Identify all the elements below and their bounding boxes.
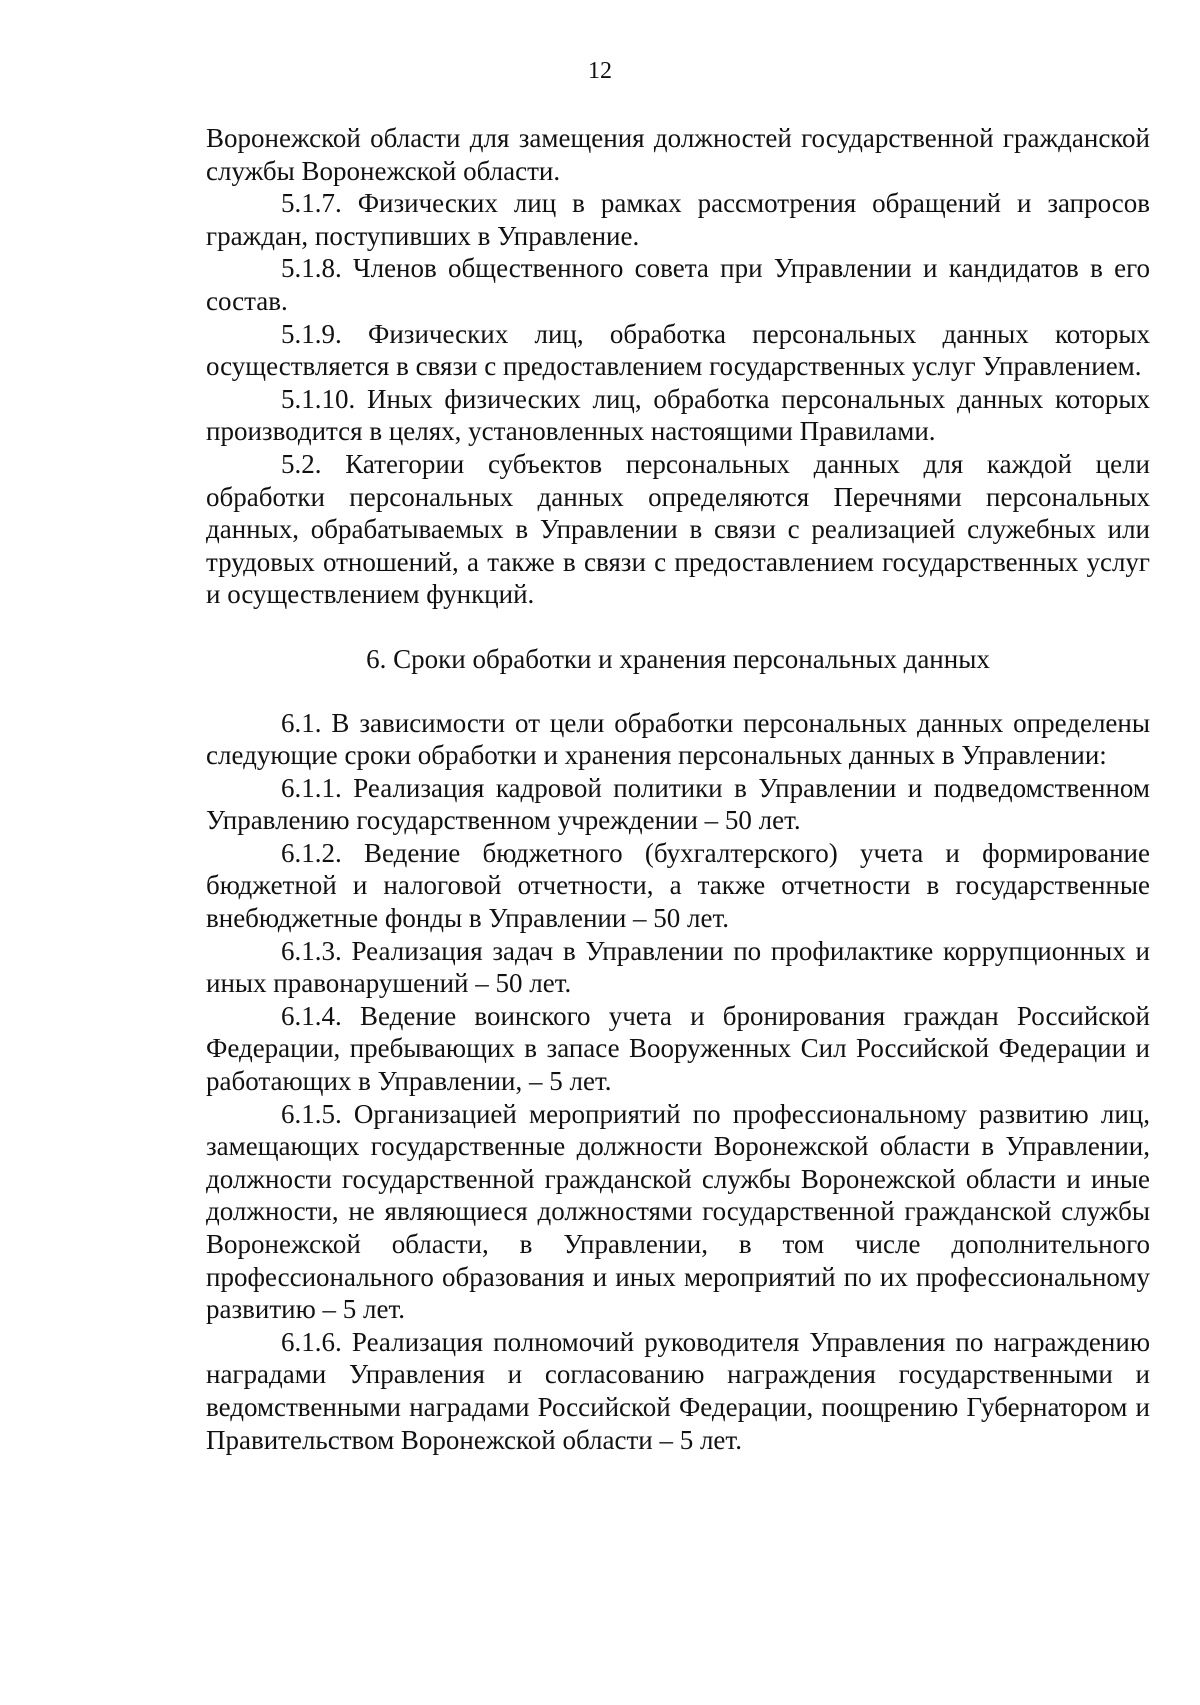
paragraph-6-1-2: 6.1.2. Ведение бюджетного (бухгалтерского) учета и формирование бюджетной и налоговой отчетности, а также отчетности в государственные внебюджетные фонды в Управлении – 50 лет. [206, 837, 1150, 934]
paragraph-5-1-10: 5.1.10. Иных физических лиц, обработка персональных данных которых производится в целях, установленных настоящими Правилами. [206, 383, 1150, 447]
paragraph-5-1-9: 5.1.9. Физических лиц, обработка персональных данных которых осуществляется в связи с предоставлением государственных услуг Управлением. [206, 318, 1150, 382]
paragraph-5-1-7: 5.1.7. Физических лиц в рамках рассмотрения обращений и запросов граждан, поступивших в Управление. [206, 188, 1150, 251]
paragraph-6-1-4: 6.1.4. Ведение воинского учета и бронирования граждан Российской Федерации, пребывающих в запасе Вооруженных Сил Российской Федерации и работающих в Управлении, – 5 лет. [206, 1000, 1150, 1097]
paragraph-5-2: 5.2. Категории субъектов персональных данных для каждой цели обработки персональных данных определяются Перечнями персональных данных, обрабатываемых в Управлении в связи с реализацией служебных или трудовых отношений, а также в связи с предоставлением государственных услуг и осуществлением функций. [206, 448, 1150, 610]
paragraph-5-1-8: 5.1.8. Членов общественного совета при Управлении и кандидатов в его состав. [206, 253, 1150, 316]
paragraph-6-1-1: 6.1.1. Реализация кадровой политики в Управлении и подведомственном Управлению государственном учреждении – 50 лет. [206, 772, 1150, 836]
document-body [206, 122, 1150, 1456]
paragraph-6-1-3: 6.1.3. Реализация задач в Управлении по профилактике коррупционных и иных правонарушений – 50 лет. [206, 935, 1150, 999]
paragraph-6-1-6: 6.1.6. Реализация полномочий руководителя Управления по награждению наградами Управления и согласованию награждения государственными и ведомственными наградами Российской Федерации, поощрению Губернатором и Правительством Воронежской области – 5 лет. [206, 1326, 1150, 1455]
page-number: 12 [588, 58, 612, 84]
paragraph-continuation: Воронежской области для замещения должностей государственной гражданской службы Воронежской области. [206, 123, 1150, 186]
paragraph-6-1: 6.1. В зависимости от цели обработки персональных данных определены следующие сроки обработки и хранения персональных данных в Управлении: [206, 707, 1150, 771]
section-heading: 6. Сроки обработки и хранения персональных данных [366, 643, 990, 674]
paragraph-6-1-5: 6.1.5. Организацией мероприятий по профессиональному развитию лиц, замещающих государственные должности Воронежской области в Управлении, должности государственной гражданской службы Воронежской области и иные должности, не являющиеся должностями государственной гражданской службы Воронежской области, в Управлении, в том числе дополнительного профессионального образования и иных мероприятий по их профессиональному развитию – 5 лет. [206, 1098, 1150, 1325]
